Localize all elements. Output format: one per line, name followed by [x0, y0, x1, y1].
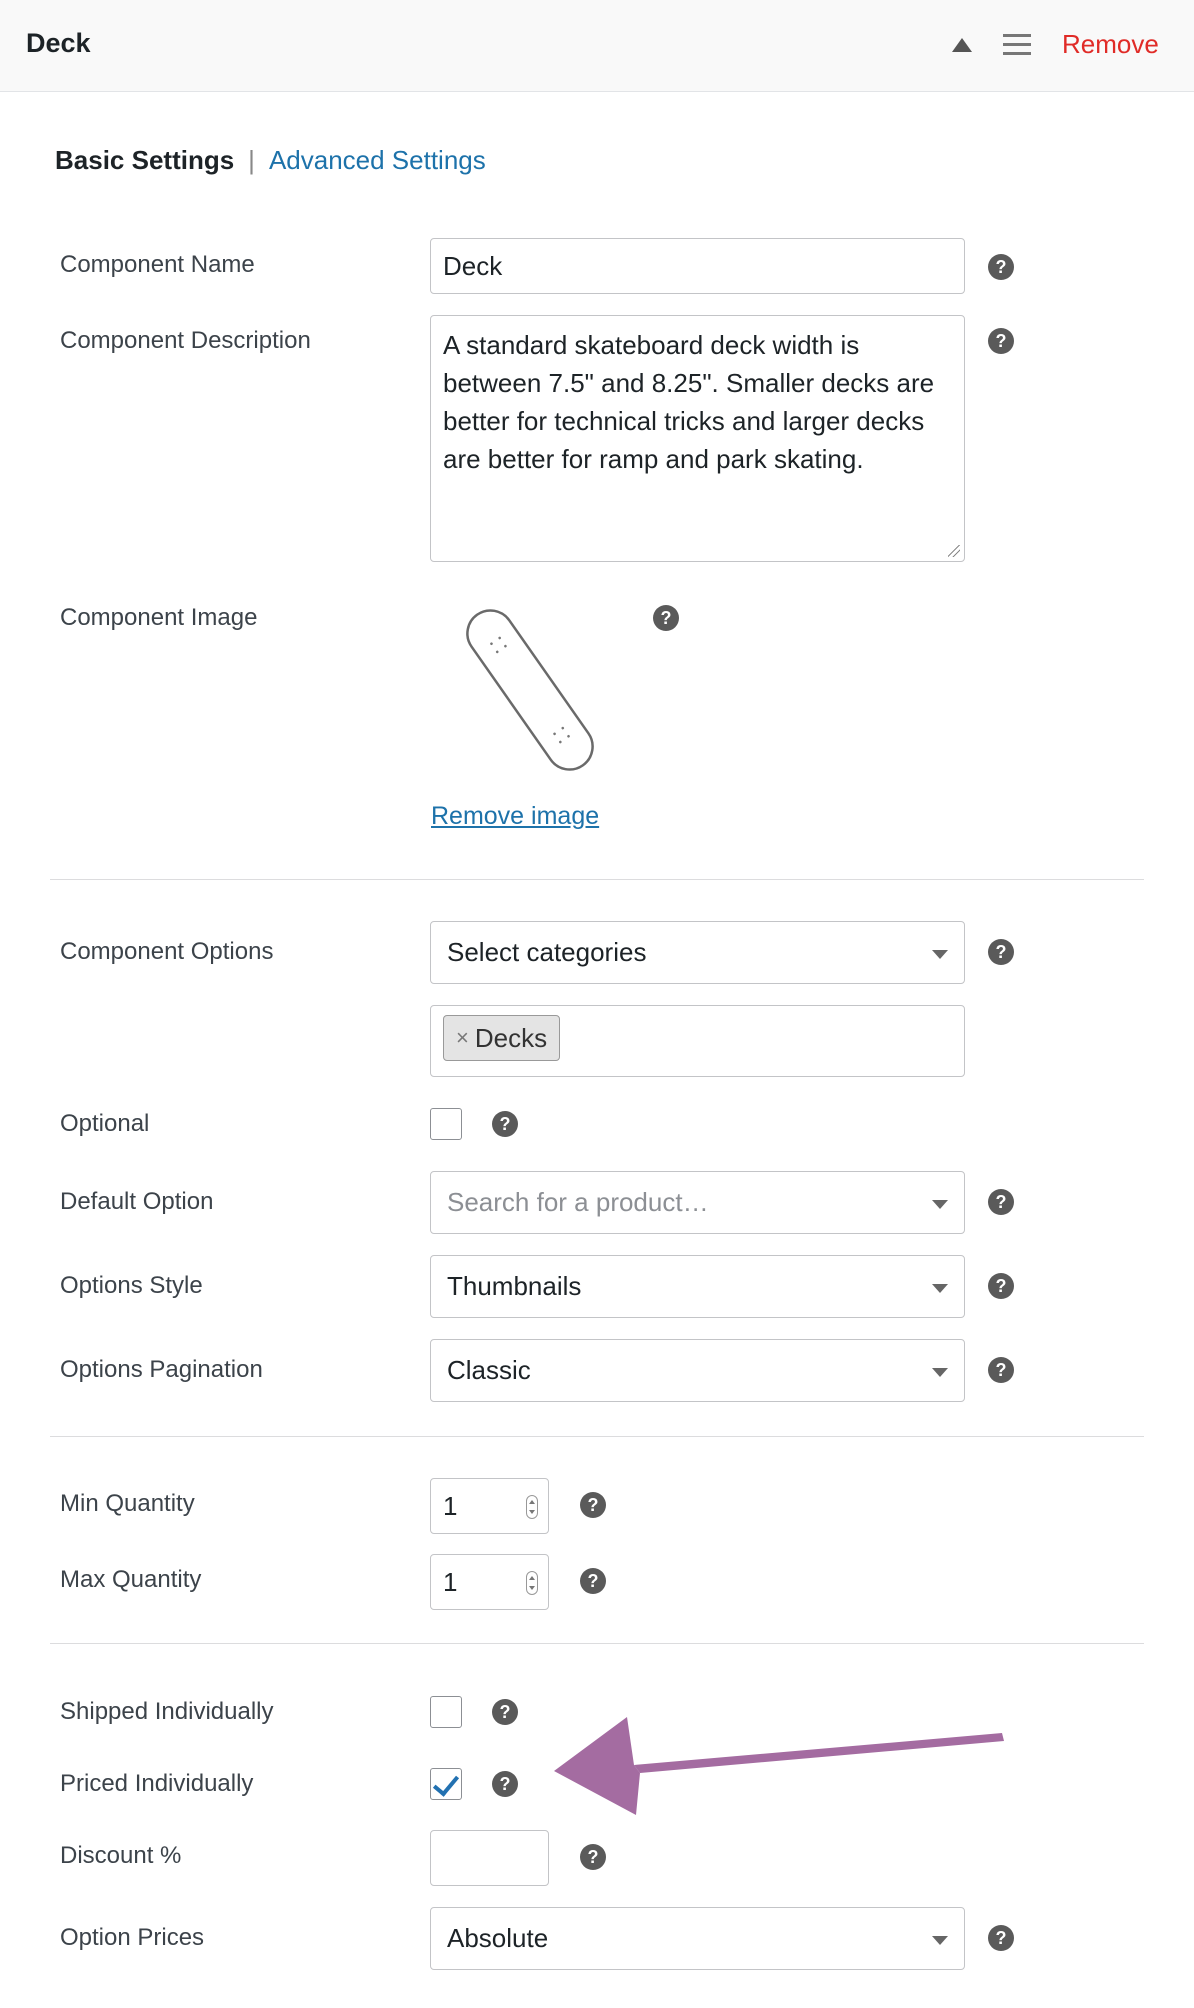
component-description-label: Component Description: [60, 327, 311, 354]
options-pagination-value: Classic: [447, 1355, 531, 1385]
help-icon[interactable]: ?: [988, 1357, 1014, 1383]
help-icon[interactable]: ?: [492, 1771, 518, 1797]
skateboard-deck-image[interactable]: [440, 590, 620, 790]
help-icon[interactable]: ?: [580, 1568, 606, 1594]
component-image-label: Component Image: [60, 604, 258, 631]
help-icon[interactable]: ?: [988, 1925, 1014, 1951]
chevron-down-icon: [932, 1284, 948, 1293]
min-quantity-value: 1: [443, 1490, 458, 1521]
help-icon[interactable]: ?: [580, 1844, 606, 1870]
settings-tabs: [55, 145, 486, 176]
category-tag-label: Decks: [474, 1022, 548, 1053]
help-icon[interactable]: ?: [988, 254, 1014, 280]
min-quantity-input[interactable]: [430, 1478, 549, 1534]
max-quantity-value: 1: [443, 1566, 458, 1597]
options-style-select[interactable]: [430, 1255, 965, 1318]
options-pagination-label: Options Pagination: [60, 1356, 263, 1383]
component-name-label: Component Name: [60, 251, 255, 278]
optional-label: Optional: [60, 1110, 150, 1137]
options-style-label: Options Style: [60, 1272, 203, 1299]
tab-basic-settings[interactable]: Basic Settings: [55, 145, 235, 175]
component-description-textarea[interactable]: [430, 315, 965, 562]
max-quantity-label: Max Quantity: [60, 1566, 202, 1593]
option-prices-label: Option Prices: [60, 1924, 205, 1951]
shipped-individually-label: Shipped Individually: [60, 1698, 274, 1725]
default-option-label: Default Option: [60, 1188, 214, 1215]
help-icon[interactable]: ?: [580, 1492, 606, 1518]
help-icon[interactable]: ?: [988, 328, 1014, 354]
priced-individually-checkbox[interactable]: [430, 1768, 462, 1800]
help-icon[interactable]: ?: [653, 605, 679, 631]
annotation-arrow-icon: [550, 1715, 1010, 1815]
options-style-value: Thumbnails: [447, 1271, 582, 1301]
options-pagination-select[interactable]: [430, 1339, 965, 1402]
help-icon[interactable]: ?: [988, 1273, 1014, 1299]
discount-label: Discount %: [60, 1842, 182, 1869]
stepper-arrows-icon[interactable]: [526, 1495, 538, 1519]
remove-component-link[interactable]: Remove: [1062, 29, 1159, 59]
tab-separator: |: [248, 145, 255, 175]
chevron-down-icon: [932, 1200, 948, 1209]
component-name-input[interactable]: Deck: [430, 238, 965, 294]
category-tag: [443, 1015, 560, 1061]
component-options-select-value: Select categories: [447, 937, 647, 967]
max-quantity-input[interactable]: [430, 1554, 549, 1610]
section-divider: [50, 1436, 1144, 1437]
drag-handle-icon[interactable]: [1003, 34, 1031, 56]
help-icon[interactable]: ?: [988, 939, 1014, 965]
stepper-arrows-icon[interactable]: [526, 1571, 538, 1595]
component-header: [0, 0, 1194, 92]
tag-remove-icon[interactable]: ×: [456, 1025, 469, 1050]
chevron-down-icon: [932, 950, 948, 959]
chevron-down-icon: [932, 1936, 948, 1945]
component-description-text: A standard skateboard deck width is between 7.5" and 8.25". Smaller decks are better for technical tricks and larger decks are better for ramp and park skating.: [443, 330, 935, 474]
checkmark-icon: [433, 1769, 459, 1796]
default-option-search-select[interactable]: [430, 1171, 965, 1234]
optional-checkbox[interactable]: [430, 1108, 462, 1140]
default-option-placeholder: Search for a product…: [447, 1187, 709, 1217]
discount-input[interactable]: [430, 1830, 549, 1886]
help-icon[interactable]: ?: [492, 1111, 518, 1137]
component-title: Deck: [26, 28, 91, 58]
priced-individually-label: Priced Individually: [60, 1770, 254, 1797]
option-prices-value: Absolute: [447, 1923, 549, 1953]
chevron-down-icon: [932, 1368, 948, 1377]
component-options-label: Component Options: [60, 938, 274, 965]
remove-image-link[interactable]: Remove image: [431, 802, 600, 830]
section-divider: [50, 1643, 1144, 1644]
option-prices-select[interactable]: [430, 1907, 965, 1970]
component-options-select[interactable]: [430, 921, 965, 984]
min-quantity-label: Min Quantity: [60, 1490, 195, 1517]
tab-advanced-settings[interactable]: Advanced Settings: [268, 145, 486, 175]
help-icon[interactable]: ?: [492, 1699, 518, 1725]
resize-grip-icon[interactable]: [948, 545, 960, 557]
collapse-up-icon[interactable]: [952, 38, 972, 52]
shipped-individually-checkbox[interactable]: [430, 1696, 462, 1728]
section-divider: [50, 879, 1144, 880]
help-icon[interactable]: ?: [988, 1189, 1014, 1215]
